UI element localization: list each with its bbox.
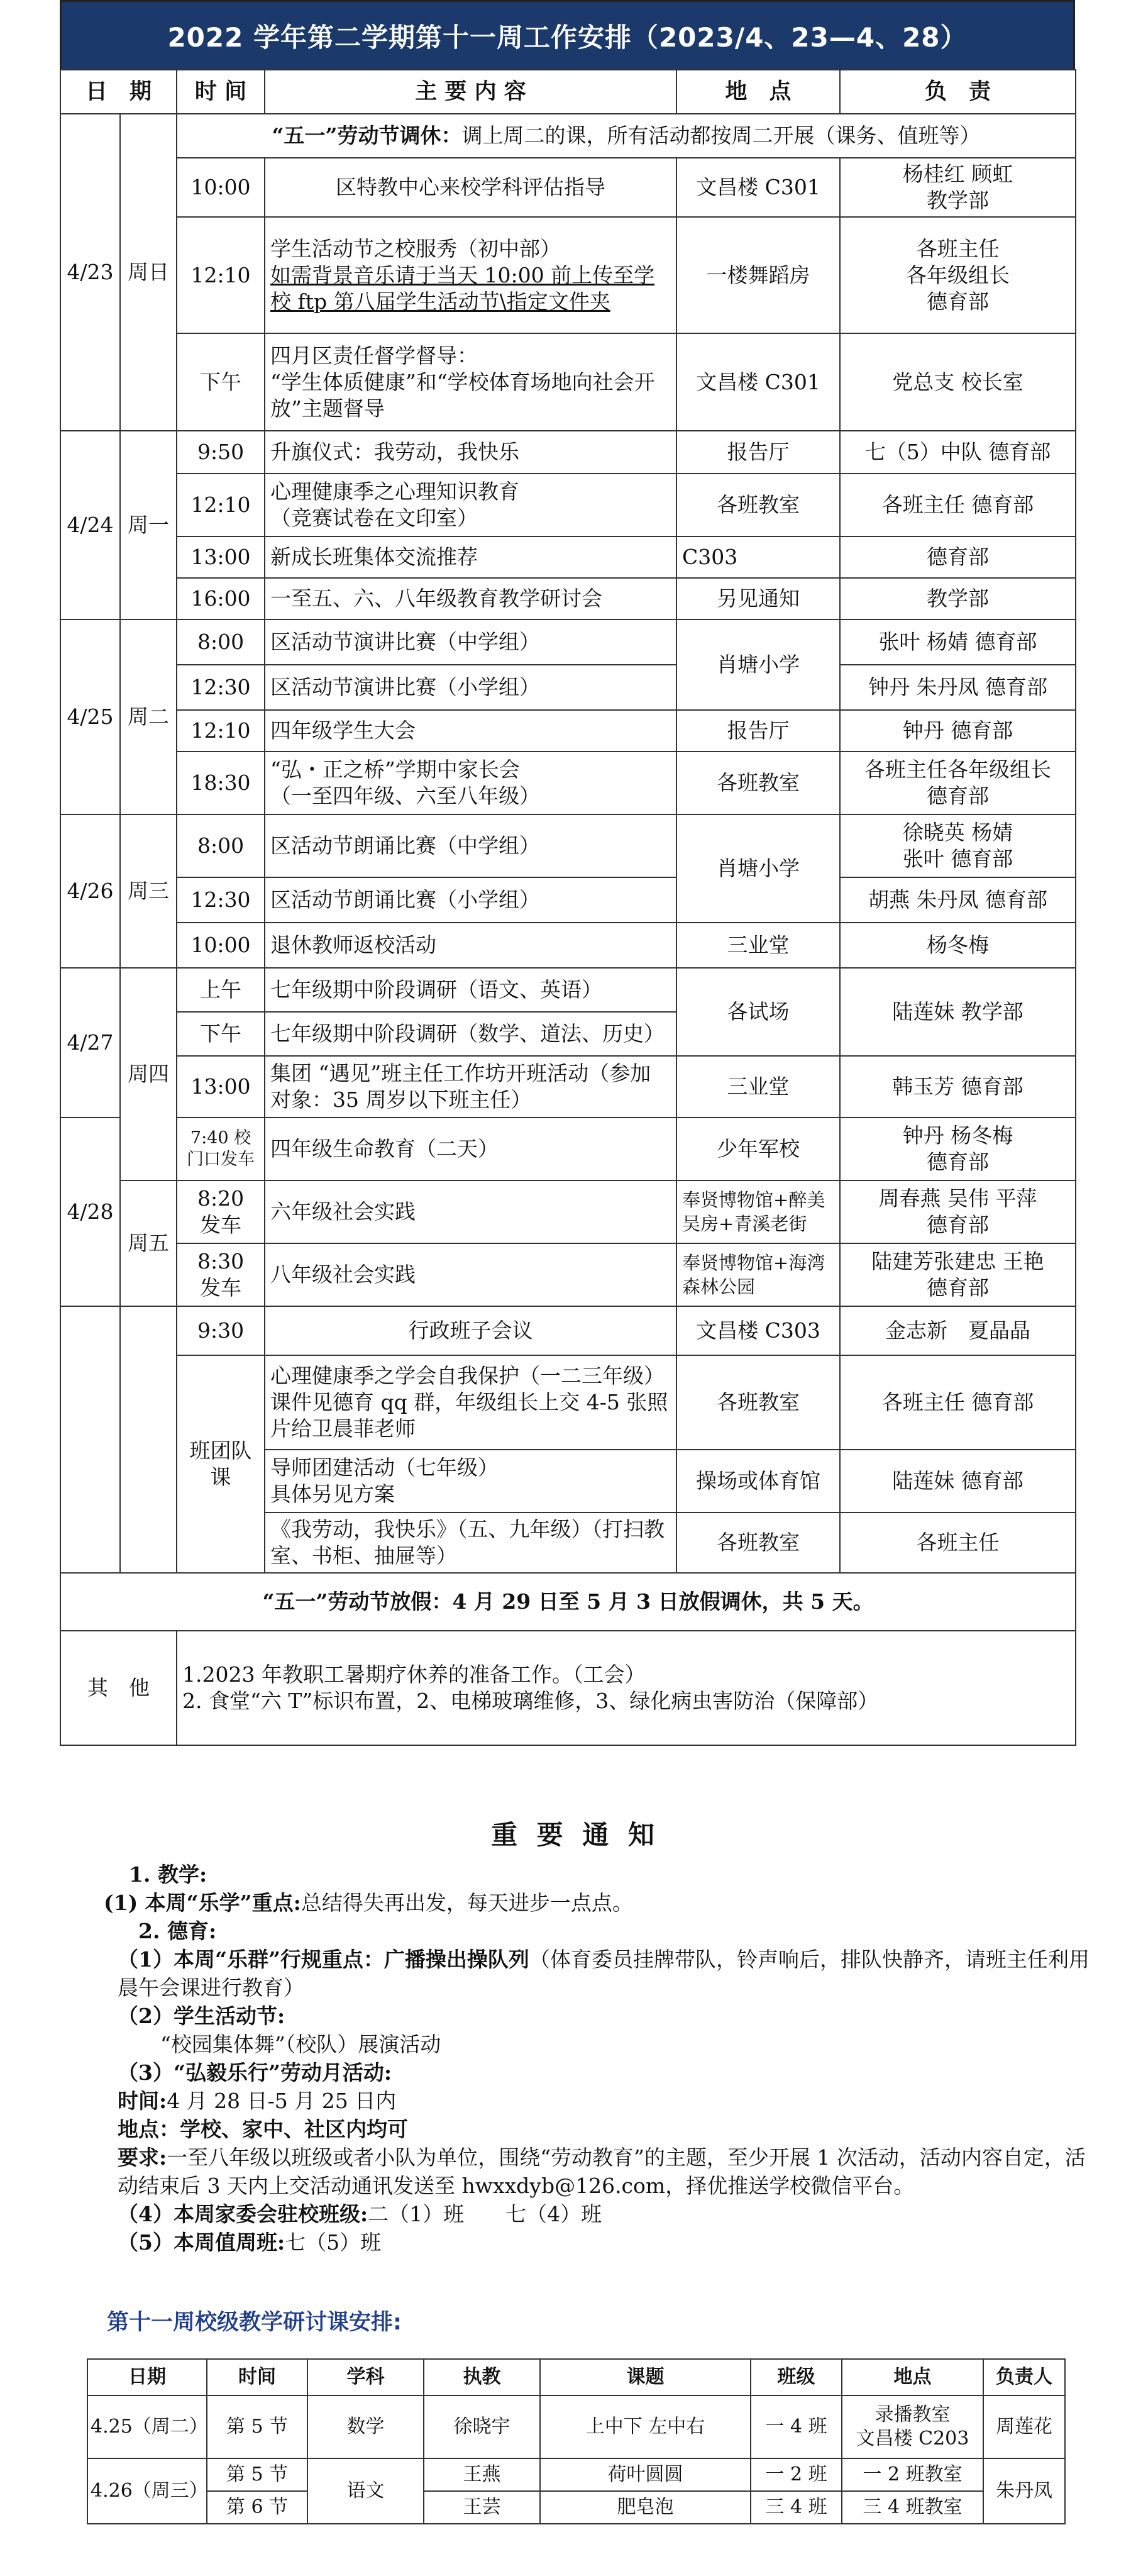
- table-row: [60, 619, 1076, 665]
- table-row: [60, 474, 1076, 536]
- notice-line: 1. 教学:: [129, 1862, 207, 1887]
- place-cell: 肖塘小学: [676, 619, 840, 710]
- place-cell: 报告厅: [676, 710, 840, 752]
- lesson-header: 日期: [87, 2359, 207, 2396]
- content-cell: 区活动节演讲比赛（中学组）: [265, 619, 676, 665]
- time-cell: 10:00: [177, 158, 265, 217]
- other-content: [177, 1631, 1076, 1745]
- place-cell: 少年军校: [676, 1118, 840, 1180]
- lessons-table: [87, 2358, 1066, 2524]
- notice-bold: 要求:: [118, 2145, 167, 2170]
- owner-cell: 杨桂红 顾虹 教学部: [840, 158, 1076, 217]
- time-cell: 12:30: [177, 665, 265, 710]
- content-cell: 升旗仪式：我劳动，我快乐: [265, 431, 676, 474]
- place-cell: 各班教室: [676, 1355, 840, 1450]
- content-cell: 六年级社会实践: [265, 1180, 676, 1243]
- owner-cell: 杨冬梅: [840, 923, 1076, 968]
- content-cell: 一至五、六、八年级教育教学研讨会: [265, 578, 676, 619]
- time-cell: 12:30: [177, 877, 265, 923]
- content-cell: 四年级学生大会: [265, 710, 676, 752]
- content-cell: 《我劳动，我快乐》（五、九年级）（打扫教室、书柜、抽屉等）: [265, 1513, 676, 1573]
- notice-text: （体育委员挂牌带队，铃声响后，排队快静齐，请班主任利用晨午会课进行教育）: [118, 1947, 1090, 2000]
- lesson-cell: 三 4 班教室: [842, 2491, 983, 2524]
- other-item: 2. 食堂“六 T”标识布置，2、电梯玻璃维修，3、绿化病虫害防治（保障部）: [182, 1689, 879, 1713]
- lesson-cell: 徐晓宇: [424, 2396, 540, 2458]
- date-cell: 4/24: [60, 431, 120, 619]
- table-row: [60, 877, 1076, 923]
- table-row: [60, 536, 1076, 578]
- lessons-title: 第十一周校级教学研讨课安排:: [107, 2310, 402, 2335]
- table-row: [60, 1355, 1076, 1450]
- owner-cell: 陆莲妹 教学部: [840, 968, 1076, 1056]
- lesson-cell: 第 5 节: [207, 2396, 307, 2458]
- content-cell: 新成长班集体交流推荐: [265, 536, 676, 578]
- other-label: 其 他: [60, 1631, 177, 1745]
- other-item: 1.2023 年教职工暑期疗休养的准备工作。（工会）: [182, 1662, 646, 1687]
- content-cell: 导师团建活动（七年级） 具体另见方案: [265, 1450, 676, 1513]
- owner-cell: 徐晓英 杨婧 张叶 德育部: [840, 814, 1076, 877]
- lesson-cell: 王燕: [424, 2458, 540, 2491]
- important-notices: [60, 1821, 1091, 2257]
- lesson-cell: 4.26（周三）: [87, 2458, 207, 2524]
- lesson-cell: 朱丹凤: [983, 2458, 1065, 2524]
- time-cell: 班团队课: [177, 1355, 265, 1573]
- time-cell: 9:50: [177, 431, 265, 474]
- holiday-row: [60, 1573, 1076, 1631]
- notice-bold: 时间:: [118, 2089, 167, 2113]
- owner-cell: 各班主任各年级组长 德育部: [840, 752, 1076, 814]
- notice-bold: “五一”劳动节调休：: [272, 123, 462, 148]
- time-cell: 下午: [177, 1012, 265, 1056]
- place-cell: 奉贤博物馆+醉美吴房+青溪老街: [676, 1180, 840, 1243]
- table-row: [87, 2458, 1065, 2491]
- date-cell: 4/27: [60, 968, 120, 1118]
- table-row: [60, 968, 1076, 1012]
- time-cell: 7:40 校门口发车: [177, 1118, 265, 1180]
- place-cell: 文昌楼 C301: [676, 158, 840, 217]
- header-content: 主 要 内 容: [265, 70, 676, 114]
- content-cell: 退休教师返校活动: [265, 923, 676, 968]
- owner-cell: 各班主任: [840, 1513, 1076, 1573]
- place-cell: 肖塘小学: [676, 814, 840, 923]
- notice-text: 二（1）班 七（4）班: [368, 2202, 602, 2226]
- table-row: [60, 431, 1076, 474]
- weekday-cell: 周二: [120, 619, 177, 814]
- notice-text: 总结得失再出发，每天进步一点点。: [301, 1890, 633, 1915]
- table-row: [60, 752, 1076, 814]
- place-cell: 文昌楼 C303: [676, 1306, 840, 1355]
- lesson-header: 负责人: [983, 2359, 1065, 2396]
- notice-line: “校园集体舞”（校队）展演活动: [160, 2032, 441, 2057]
- owner-cell: 钟丹 德育部: [840, 710, 1076, 752]
- time-cell: 8:30 发车: [177, 1243, 265, 1306]
- time-cell: 8:00: [177, 619, 265, 665]
- owner-cell: 各班主任 德育部: [840, 1355, 1076, 1450]
- notice-rest: 调上周二的课，所有活动都按周二开展（课务、值班等）: [461, 123, 981, 148]
- lesson-cell: 语文: [307, 2458, 424, 2524]
- notice-line: [60, 1945, 1091, 2002]
- date-cell: 4/25: [60, 619, 120, 814]
- lesson-header: 学科: [307, 2359, 424, 2396]
- content-cell: 心理健康季之心理知识教育 （竞赛试卷在文印室）: [265, 474, 676, 536]
- notice-bold: (1) 本周“乐学”重点:: [104, 1890, 301, 1915]
- owner-cell: 各班主任 德育部: [840, 474, 1076, 536]
- weekday-cell: 周三: [120, 814, 177, 968]
- table-row: [60, 1118, 1076, 1180]
- table-row: [87, 2396, 1065, 2458]
- place-cell: 三业堂: [676, 923, 840, 968]
- header-time: 时 间: [177, 70, 265, 114]
- header-owner: 负 责: [840, 70, 1076, 114]
- content-cell: 心理健康季之学会自我保护（一二三年级）课件见德育 qq 群，年级组长上交 4-5 张照片给卫晨菲老师: [265, 1355, 676, 1450]
- content-cell: 四月区责任督学督导： “学生体质健康”和“学校体育场地向社会开放”主题督导: [265, 333, 676, 431]
- owner-cell: 金志新 夏晶晶: [840, 1306, 1076, 1355]
- content-cell: “弘・正之桥”学期中家长会 （一至四年级、六至八年级）: [265, 752, 676, 814]
- notice-text: 4 月 28 日-5 月 25 日内: [167, 2089, 397, 2113]
- content-cell: 七年级期中阶段调研（语文、英语）: [265, 968, 676, 1012]
- notice-line: 地点：学校、家中、社区内均可: [118, 2117, 408, 2141]
- place-cell: 各班教室: [676, 752, 840, 814]
- table-header-row: [60, 70, 1076, 114]
- schedule-title: 2022 学年第二学期第十一周工作安排（2023/4、23—4、28）: [60, 0, 1075, 69]
- labor-day-holiday-notice: “五一”劳动节放假：4 月 29 日至 5 月 3 日放假调休，共 5 天。: [60, 1573, 1076, 1631]
- lesson-header: 地点: [842, 2359, 983, 2396]
- weekday-cell: 周五: [120, 1180, 177, 1306]
- notice-text: 七（5）班: [285, 2230, 382, 2255]
- lesson-header: 执教: [424, 2359, 540, 2396]
- time-cell: 12:10: [177, 217, 265, 333]
- empty-weekday-cell: [120, 1306, 177, 1573]
- content-cell: 行政班子会议: [265, 1306, 676, 1355]
- date-cell: 4/23: [60, 114, 120, 431]
- lesson-cell: 一 4 班: [751, 2396, 842, 2458]
- lesson-cell: 录播教室 文昌楼 C203: [842, 2396, 983, 2458]
- empty-date-cell: [60, 1306, 120, 1573]
- lessons-header-row: [87, 2359, 1065, 2396]
- content-cell: 七年级期中阶段调研（数学、道法、历史）: [265, 1012, 676, 1056]
- ftp-upload-instruction: 如需背景音乐请于当天 10:00 前上传至学校 ftp 第八届学生活动节\指定文件夹: [270, 262, 655, 314]
- lesson-cell: 第 5 节: [207, 2458, 307, 2491]
- date-cell: 4/28: [60, 1118, 120, 1306]
- notice-line: 2. 德育:: [138, 1919, 217, 1943]
- place-cell: C303: [676, 536, 840, 578]
- content-line: 学生活动节之校服秀（初中部）: [270, 236, 561, 261]
- content-cell: 区活动节朗诵比赛（小学组）: [265, 877, 676, 923]
- time-cell: 16:00: [177, 578, 265, 619]
- time-cell: 18:30: [177, 752, 265, 814]
- other-row: [60, 1631, 1076, 1745]
- content-cell: 集团 “遇见”班主任工作坊开班活动（参加对象：35 周岁以下班主任）: [265, 1056, 676, 1118]
- lesson-cell: 三 4 班: [751, 2491, 842, 2524]
- notice-line: （2）学生活动节:: [118, 2004, 285, 2028]
- labor-day-makeup-notice: [177, 114, 1076, 158]
- notice-bold: （1）本周“乐群”行规重点：广播操出操队列: [118, 1947, 529, 1972]
- table-row: [60, 665, 1076, 710]
- content-cell: 区特教中心来校学科评估指导: [265, 158, 676, 217]
- time-cell: 上午: [177, 968, 265, 1012]
- lesson-cell: 一 2 班: [751, 2458, 842, 2491]
- time-cell: 10:00: [177, 923, 265, 968]
- weekday-cell: 周四: [120, 968, 177, 1180]
- table-row: [60, 1306, 1076, 1355]
- table-row: [87, 2491, 1065, 2524]
- table-row: [60, 333, 1076, 431]
- notice-text: 一至八年级以班级或者小队为单位，围绕“劳动教育”的主题，至少开展 1 次活动，活动内容自定，活动结束后 3 天内上交活动通讯发送至 hwxxdyb@126.com，择优推送学校微信平台。: [118, 2145, 1086, 2198]
- time-cell: 下午: [177, 333, 265, 431]
- place-cell: 三业堂: [676, 1056, 840, 1118]
- lesson-cell: 荷叶圆圆: [540, 2458, 751, 2491]
- time-cell: 12:10: [177, 710, 265, 752]
- lesson-header: 课题: [540, 2359, 751, 2396]
- place-cell: 各试场: [676, 968, 840, 1056]
- owner-cell: 党总支 校长室: [840, 333, 1076, 431]
- place-cell: 各班教室: [676, 474, 840, 536]
- notice-line: （3）“弘毅乐行”劳动月活动:: [118, 2060, 392, 2085]
- lesson-cell: 第 6 节: [207, 2491, 307, 2524]
- table-row: [60, 1180, 1076, 1243]
- schedule-document: [60, 0, 1075, 1746]
- owner-cell: 周春燕 吴伟 平萍 德育部: [840, 1180, 1076, 1243]
- notice-bold: （5）本周值周班:: [118, 2230, 285, 2255]
- content-cell: 区活动节演讲比赛（小学组）: [265, 665, 676, 710]
- place-cell: 另见通知: [676, 578, 840, 619]
- date-cell: 4/26: [60, 814, 120, 968]
- table-row: [60, 158, 1076, 217]
- owner-cell: 胡燕 朱丹凤 德育部: [840, 877, 1076, 923]
- header-place: 地 点: [676, 70, 840, 114]
- table-row: [60, 1056, 1076, 1118]
- lesson-cell: 上中下 左中右: [540, 2396, 751, 2458]
- place-cell: 文昌楼 C301: [676, 333, 840, 431]
- owner-cell: 陆莲妹 德育部: [840, 1450, 1076, 1513]
- content-cell: 区活动节朗诵比赛（中学组）: [265, 814, 676, 877]
- table-row: [60, 578, 1076, 619]
- owner-cell: 张叶 杨婧 德育部: [840, 619, 1076, 665]
- owner-cell: 德育部: [840, 536, 1076, 578]
- place-cell: 报告厅: [676, 431, 840, 474]
- notice-bold: （4）本周家委会驻校班级:: [118, 2202, 368, 2226]
- place-cell: 操场或体育馆: [676, 1450, 840, 1513]
- owner-cell: 教学部: [840, 578, 1076, 619]
- lesson-cell: 一 2 班教室: [842, 2458, 983, 2491]
- time-cell: 8:00: [177, 814, 265, 877]
- notice-line: [60, 2200, 1091, 2228]
- header-date: 日 期: [60, 70, 177, 114]
- table-row: [60, 114, 1076, 158]
- lesson-cell: 肥皂泡: [540, 2491, 751, 2524]
- lesson-header: 时间: [207, 2359, 307, 2396]
- owner-cell: 钟丹 朱丹凤 德育部: [840, 665, 1076, 710]
- place-cell: 各班教室: [676, 1513, 840, 1573]
- place-cell: 一楼舞蹈房: [676, 217, 840, 333]
- lesson-cell: 4.25（周二）: [87, 2396, 207, 2458]
- owner-cell: 各班主任 各年级组长 德育部: [840, 217, 1076, 333]
- notice-line: [60, 2087, 1091, 2115]
- time-cell: 8:20 发车: [177, 1180, 265, 1243]
- content-cell: [265, 217, 676, 333]
- table-row: [60, 814, 1076, 877]
- table-row: [60, 923, 1076, 968]
- table-row: [60, 710, 1076, 752]
- time-cell: 9:30: [177, 1306, 265, 1355]
- lesson-cell: 王芸: [424, 2491, 540, 2524]
- place-cell: 奉贤博物馆+海湾森林公园: [676, 1243, 840, 1306]
- notices-title: 重 要 通 知: [491, 1819, 659, 1850]
- weekday-cell: 周一: [120, 431, 177, 619]
- table-row: [60, 1243, 1076, 1306]
- time-cell: 13:00: [177, 1056, 265, 1118]
- lesson-cell: 周莲花: [983, 2396, 1065, 2458]
- owner-cell: 七（5）中队 德育部: [840, 431, 1076, 474]
- owner-cell: 韩玉芳 德育部: [840, 1056, 1076, 1118]
- notice-line: [60, 2143, 1091, 2200]
- content-cell: 四年级生命教育（二天）: [265, 1118, 676, 1180]
- time-cell: 12:10: [177, 474, 265, 536]
- lesson-header: 班级: [751, 2359, 842, 2396]
- weekday-cell: 周日: [120, 114, 177, 431]
- owner-cell: 陆建芳张建忠 王艳 德育部: [840, 1243, 1076, 1306]
- schedule-table: [60, 69, 1076, 1746]
- lesson-cell: 数学: [307, 2396, 424, 2458]
- notice-line: [60, 2228, 1091, 2257]
- table-row: [60, 217, 1076, 333]
- time-cell: 13:00: [177, 536, 265, 578]
- content-cell: 八年级社会实践: [265, 1243, 676, 1306]
- notice-line: [60, 1889, 1091, 1917]
- owner-cell: 钟丹 杨冬梅 德育部: [840, 1118, 1076, 1180]
